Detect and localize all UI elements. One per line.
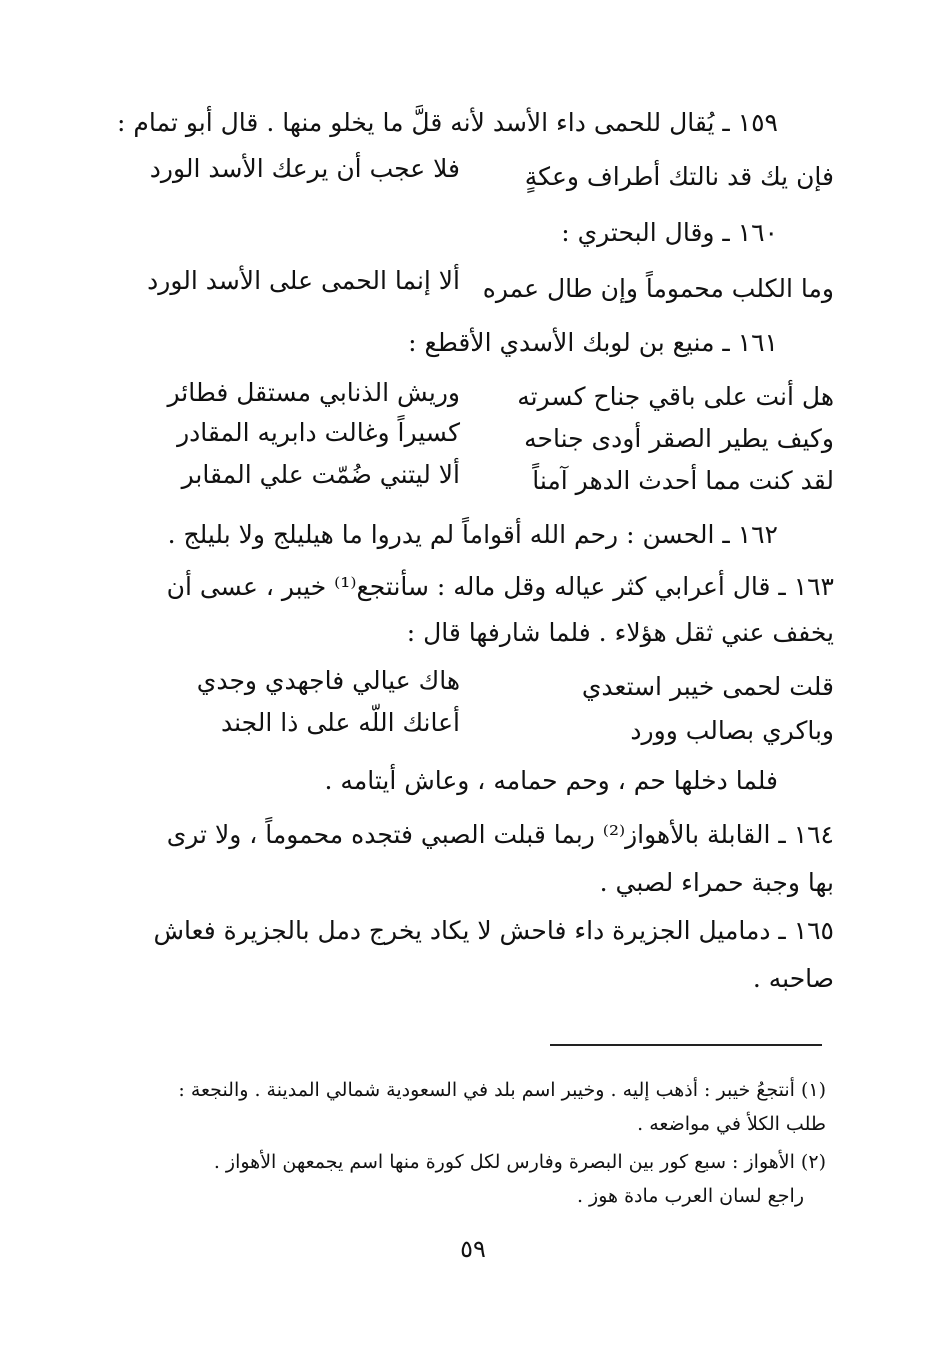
entry-161-heading: ١٦١ ـ منيع بن لوبك الأسدي الأقطع : — [408, 328, 778, 357]
entry-160-heading: ١٦٠ ـ وقال البحتري : — [561, 218, 778, 247]
verse-163-2-first: وباكري بصالب وورد — [630, 716, 834, 745]
verse-160-second-hemistich: ألا إنما الحمى على الأسد الورد — [147, 266, 460, 295]
verse-161-3-second: ألا ليتني ضُمّت علي المقابر — [181, 460, 460, 489]
page-number: ٥٩ — [460, 1235, 486, 1263]
entry-164-line1: ١٦٤ ـ القابلة بالأهواز⁽²⁾ ربما قبلت الصبي فتجده محموماً ، ولا ترى — [166, 820, 834, 849]
footnote-2-line2: راجع لسان العرب مادة هوز . — [576, 1185, 804, 1207]
verse-163-1-first: قلت لحمى خيبر استعدي — [581, 672, 834, 701]
footnote-2-line1: (٢) الأهواز : سبع كور بين البصرة وفارس لكل كورة منها اسم يجمعهن الأهواز . — [213, 1151, 826, 1173]
verse-161-2-first: وكيف يطير الصقر أودى جناحه — [524, 424, 834, 453]
verse-159-second-hemistich: فلا عجب أن يرعك الأسد الورد — [149, 154, 460, 183]
footnote-separator — [550, 1044, 822, 1046]
entry-163-closing: فلما دخلها حم ، وحم حمامه ، وعاش أيتامه . — [324, 766, 778, 795]
verse-161-1-second: وريش الذنابي مستقل فطائر — [167, 378, 460, 407]
entry-163-line2: يخفف عني ثقل هؤلاء . فلما شارفها قال : — [406, 618, 834, 647]
verse-160-first-hemistich: وما الكلب محموماً وإن طال عمره — [482, 274, 834, 303]
verse-161-3-first: لقد كنت مما أحدث الدهر آمناً — [532, 466, 834, 495]
verse-163-2-second: أعانك اللّه على ذا الجند — [220, 708, 460, 737]
verse-161-2-second: كسيراً وغالت دابريه المقادر — [177, 418, 460, 447]
entry-165-line2: صاحبه . — [752, 964, 834, 993]
entry-163-line1: ١٦٣ ـ قال أعرابي كثر عياله وقل ماله : سأنتجع⁽¹⁾ خيبر ، عسى أن — [166, 572, 834, 601]
entry-159-heading: ١٥٩ ـ يُقال للحمى داء الأسد لأنه قلَّ ما يخلو منها . قال أبو تمام : — [117, 108, 778, 137]
verse-161-1-first: هل أنت على باقي جناح كسرته — [517, 382, 834, 411]
verse-163-1-second: هاك عيالي فاجهدي وجدي — [196, 666, 460, 695]
entry-164-line2: بها وجبة حمراء لصبي . — [599, 868, 834, 897]
verse-159-first-hemistich: فإن يك قد نالتك أطراف وعكةٍ — [524, 162, 834, 191]
footnote-1-line2: طلب الكلأ في مواضعه . — [637, 1113, 826, 1135]
footnote-1-line1: (١) أنتجعُ خيبر : أذهب إليه . وخيبر اسم بلد في السعودية شمالي المدينة . والنجعة : — [178, 1079, 826, 1101]
entry-162-text: ١٦٢ ـ الحسن : رحم الله أقواماً لم يدروا ما هيليلج ولا بليلج . — [167, 520, 778, 549]
entry-165-line1: ١٦٥ ـ دماميل الجزيرة داء فاحش لا يكاد يخرج دمل بالجزيرة فعاش — [153, 916, 834, 945]
